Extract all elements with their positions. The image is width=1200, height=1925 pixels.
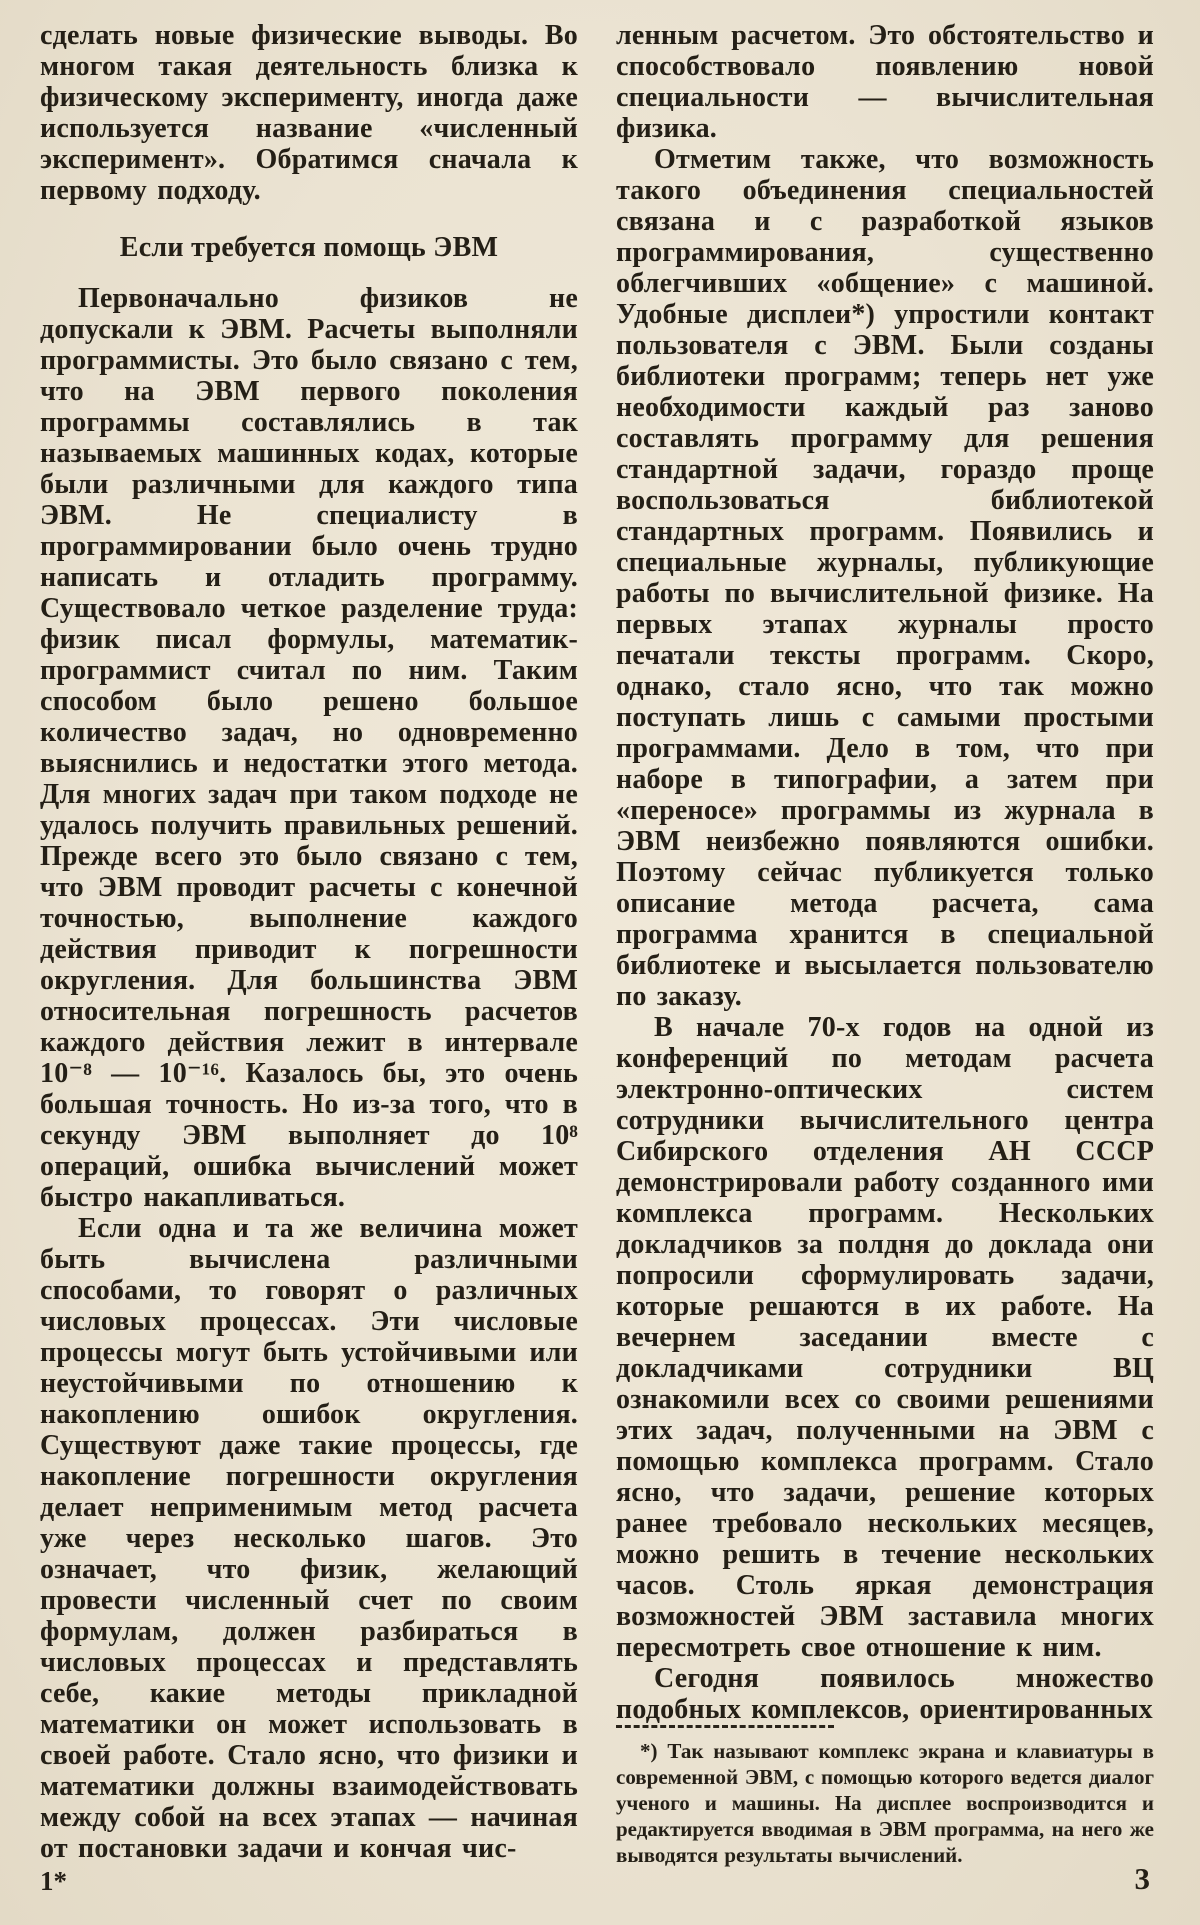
- paragraph-continuation: ленным расчетом. Это обстоятельство и способствовало появлению новой специальности — вычислительная физика.: [616, 20, 1154, 144]
- section-heading: Если требуется помощь ЭВМ: [119, 232, 499, 263]
- right-column: [616, 20, 1154, 1867]
- paragraph: В начале 70-х годов на одной из конференций по методам расчета электронно-оптических систем сотрудники вычислительного центра Сибирского отделения АН СССР демонстрировали работу созданного ими комплекса программ. Нескольких докладчиков за полдня до доклада они попросили сформулировать задачи, которые решаются в их работе. На вечернем заседании вместе с докладчиками сотрудники ВЦ ознакомили всех со своими решениями этих задач, полученными на ЭВМ с помощью комплекса программ. Стало ясно, что задачи, решение которых ранее требовало нескольких месяцев, можно решить в течение нескольких часов. Столь яркая демонстрация возможностей ЭВМ заставила многих пересмотреть свое отношение к ним.: [616, 1012, 1154, 1663]
- footnote: [616, 1725, 1154, 1874]
- paragraph: Если одна и та же величина может быть вычислена различными способами, то говорят о различных числовых процессах. Эти числовые процессы могут быть устойчивыми или неустойчивыми по отношению к накоплению ошибок округления. Существуют даже такие процессы, где накопление погрешности округления делает неприменимым метод расчета уже через несколько шагов. Это означает, что физик, желающий провести численный счет по своим формулам, должен разбираться в числовых процессах и представлять себе, какие методы прикладной математики он может использовать в своей работе. Стало ясно, что физики и математики должны взаимодействовать между собой на всех этапах — начиная от постановки задачи и кончая чис-: [40, 1213, 578, 1864]
- paragraph: Отметим также, что возможность такого объединения специальностей связана и с разработкой языков программирования, существенно облегчивших «общение» с машиной. Удобные дисплеи*) упростили контакт пользователя с ЭВМ. Были созданы библиотеки программ; теперь нет уже необходимости каждый раз заново составлять программу для решения стандартной задачи, гораздо проще воспользоваться библиотекой стандартных программ. Появились и специальные журналы, публикующие работы по вычислительной физике. На первых этапах журналы просто печатали тексты программ. Скоро, однако, стало ясно, что так можно поступать лишь с самыми простыми программами. Дело в том, что при наборе в типографии, а затем при «переносе» программы из журнала в ЭВМ неизбежно появляются ошибки. Поэтому сейчас публикуется только описание метода расчета, сама программа хранится в специальной библиотеке и высылается пользователю по заказу.: [616, 144, 1154, 1012]
- page-footer: [40, 1861, 1150, 1897]
- printers-signature-mark: 1*: [40, 1866, 67, 1896]
- footnote-separator: [616, 1725, 834, 1728]
- paragraph: Сегодня появилось множество подобных комплексов, ориентированных: [616, 1663, 1154, 1725]
- left-column: [40, 20, 578, 1864]
- paragraph: Первоначально физиков не допускали к ЭВМ. Расчеты выполняли программисты. Это было связано с тем, что на ЭВМ первого поколения программы составлялись в так называемых машинных кодах, которые были различными для каждого типа ЭВМ. Не специалисту в программировании было очень трудно написать и отладить программу. Существовало четкое разделение труда: физик писал формулы, математик-программист считал по ним. Таким способом было решено большое количество задач, но одновременно выяснились и недостатки этого метода. Для многих задач при таком подходе не удалось получить правильных решений. Прежде всего это было связано с тем, что ЭВМ проводит расчеты с конечной точностью, выполнение каждого действия приводит к погрешности округления. Для большинства ЭВМ относительная погрешность расчетов каждого действия лежит в интервале 10⁻⁸ — 10⁻¹⁶. Казалось бы, это очень большая точность. Но из-за того, что в секунду ЭВМ выполняет до 10⁸ операций, ошибка вычислений может быстро накапливаться.: [40, 283, 578, 1213]
- footnote-text: *) Так называют комплекс экрана и клавиатуры в современной ЭВМ, с помощью которого ведется диалог ученого и машины. На дисплее воспроизводится и редактируется вводимая в ЭВМ программа, на него же выводятся результаты вычислений.: [616, 1739, 1154, 1867]
- page-number: 3: [1134, 1861, 1150, 1896]
- paragraph-continuation: сделать новые физические выводы. Во многом такая деятельность близка к физическому эксперименту, иногда даже используется название «численный эксперимент». Обратимся сначала к первому подходу.: [40, 20, 578, 206]
